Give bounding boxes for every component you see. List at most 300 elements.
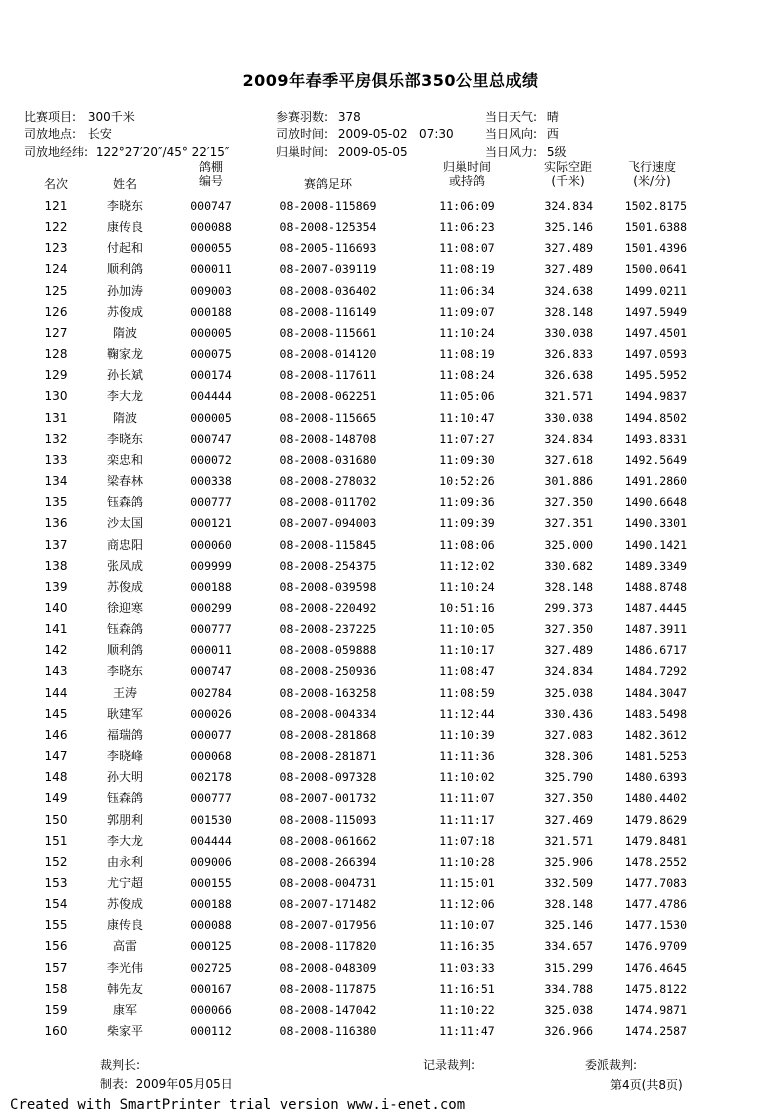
table-row <box>0 535 781 556</box>
ring-number-cell: 08-2008-097328 <box>279 770 377 785</box>
ring-number-cell: 08-2008-220492 <box>279 600 377 615</box>
ring-number-cell: 08-2007-017956 <box>279 918 377 933</box>
distance-cell: 327.489 <box>544 643 593 658</box>
ring-number-cell: 08-2008-250936 <box>279 664 377 679</box>
rank-cell: 121 <box>44 199 68 213</box>
loft-number-cell: 000747 <box>190 199 232 213</box>
table-row <box>0 281 781 302</box>
ring-number-cell: 08-2008-116380 <box>279 1024 377 1039</box>
distance-cell: 327.489 <box>544 262 593 277</box>
loft-number-cell: 000188 <box>190 579 232 594</box>
arrival-time-cell: 11:08:07 <box>439 241 495 256</box>
speed-cell: 1490.6648 <box>624 495 687 510</box>
table-row <box>0 1021 781 1042</box>
weather-label: 当日天气: <box>485 110 538 124</box>
ring-number-cell: 08-2008-011702 <box>279 495 377 510</box>
wind-dir-value: 西 <box>546 127 559 141</box>
speed-cell: 1476.9709 <box>624 939 687 954</box>
rank-cell: 124 <box>44 262 68 277</box>
name-cell: 张凤成 <box>106 558 143 573</box>
wind-dir-info <box>485 125 559 142</box>
distance-cell: 325.906 <box>544 854 593 869</box>
loft-number-cell: 000011 <box>190 643 232 658</box>
speed-cell: 1487.4445 <box>624 600 687 615</box>
table-row <box>0 979 781 1000</box>
rank-cell: 131 <box>44 410 68 425</box>
rank-cell: 150 <box>44 812 68 827</box>
rank-cell: 157 <box>44 960 68 975</box>
loft-number-cell: 000155 <box>190 876 232 890</box>
distance-cell: 324.834 <box>544 199 593 213</box>
rank-cell: 126 <box>44 304 68 319</box>
loft-number-cell: 000747 <box>190 431 232 446</box>
speed-cell: 1483.5498 <box>624 706 687 721</box>
header-speed-line2: (米/分) <box>633 174 671 188</box>
name-cell: 钰森鸽 <box>106 495 143 510</box>
distance-cell: 327.350 <box>544 622 593 637</box>
name-cell: 钰森鸽 <box>106 791 143 806</box>
rank-cell: 158 <box>44 981 68 996</box>
ring-number-cell: 08-2008-148708 <box>279 431 377 446</box>
ring-number-cell: 08-2008-115665 <box>279 410 377 425</box>
loft-number-cell: 000188 <box>190 897 232 912</box>
return-time-info <box>276 143 408 160</box>
results-table <box>0 196 781 1042</box>
speed-cell: 1478.2552 <box>624 854 687 869</box>
arrival-time-cell: 11:16:51 <box>439 981 495 996</box>
speed-cell: 1492.5649 <box>624 452 687 467</box>
distance-cell: 328.148 <box>544 897 593 912</box>
speed-cell: 1491.2860 <box>624 474 687 489</box>
table-row <box>0 725 781 746</box>
distance-cell: 330.436 <box>544 706 593 721</box>
wind-dir-label: 当日风向: <box>485 127 538 141</box>
table-row <box>0 259 781 280</box>
appointed-label: 委派裁判: <box>585 1058 638 1072</box>
header-time-line2: 或持鸽 <box>448 174 485 188</box>
speed-cell: 1484.7292 <box>624 664 687 679</box>
distance-cell: 324.834 <box>544 431 593 446</box>
ring-number-cell: 08-2008-117611 <box>279 368 377 383</box>
arrival-time-cell: 11:10:24 <box>439 325 495 340</box>
distance-cell: 325.790 <box>544 770 593 785</box>
distance-cell: 334.788 <box>544 981 593 996</box>
name-cell: 尤宁超 <box>106 876 143 890</box>
name-cell: 王涛 <box>112 685 137 700</box>
distance-cell: 301.886 <box>544 474 593 489</box>
arrival-time-cell: 11:06:09 <box>439 199 495 213</box>
speed-cell: 1486.6717 <box>624 643 687 658</box>
arrival-time-cell: 11:15:01 <box>439 876 495 890</box>
name-cell: 李大龙 <box>106 389 143 404</box>
name-cell: 柴家平 <box>106 1024 143 1039</box>
arrival-time-cell: 11:09:36 <box>439 495 495 510</box>
ring-number-cell: 08-2008-115093 <box>279 812 377 827</box>
page-number: 第4页(共8页) <box>610 1078 683 1092</box>
coords-label: 司放地经纬: <box>24 145 89 159</box>
rank-cell: 129 <box>44 368 68 383</box>
rank-cell: 154 <box>44 897 68 912</box>
name-cell: 孙长斌 <box>106 368 143 383</box>
ring-number-cell: 08-2008-048309 <box>279 960 377 975</box>
referee-label: 裁判长: <box>100 1058 141 1072</box>
arrival-time-cell: 11:10:24 <box>439 579 495 594</box>
rank-cell: 152 <box>44 854 68 869</box>
ring-number-cell: 08-2007-001732 <box>279 791 377 806</box>
name-cell: 康军 <box>112 1002 137 1017</box>
loft-number-cell: 000299 <box>190 600 232 615</box>
table-row <box>0 238 781 259</box>
name-cell: 鞠家龙 <box>106 347 143 362</box>
wind-force-info <box>485 143 567 160</box>
table-row <box>0 661 781 682</box>
coords-value: 122°27′20″/45° 22′15″ <box>95 145 230 159</box>
name-cell: 隋波 <box>112 325 137 340</box>
distance-cell: 332.509 <box>544 876 593 890</box>
table-row <box>0 492 781 513</box>
distance-cell: 327.618 <box>544 452 593 467</box>
ring-number-cell: 08-2008-031680 <box>279 452 377 467</box>
table-row <box>0 302 781 323</box>
speed-cell: 1500.0641 <box>624 262 687 277</box>
distance-cell: 325.038 <box>544 1002 593 1017</box>
table-row <box>0 894 781 915</box>
distance-cell: 327.350 <box>544 791 593 806</box>
header-name: 姓名 <box>112 177 137 191</box>
arrival-time-cell: 11:09:39 <box>439 516 495 531</box>
rank-cell: 137 <box>44 537 68 552</box>
arrival-time-cell: 11:09:07 <box>439 304 495 319</box>
arrival-time-cell: 10:52:26 <box>439 474 495 489</box>
loft-number-cell: 000125 <box>190 939 232 954</box>
table-row <box>0 936 781 957</box>
loft-number-cell: 000188 <box>190 304 232 319</box>
table-row <box>0 810 781 831</box>
name-cell: 徐迎寒 <box>106 600 143 615</box>
speed-cell: 1494.8502 <box>624 410 687 425</box>
speed-cell: 1476.4645 <box>624 960 687 975</box>
distance-cell: 327.469 <box>544 812 593 827</box>
distance-cell: 327.351 <box>544 516 593 531</box>
arrival-time-cell: 11:06:34 <box>439 283 495 298</box>
distance-cell: 327.350 <box>544 495 593 510</box>
loft-number-cell: 000167 <box>190 981 232 996</box>
rank-cell: 148 <box>44 770 68 785</box>
name-cell: 顺利鸽 <box>106 262 143 277</box>
page-title: 2009年春季平房俱乐部350公里总成绩 <box>242 71 539 90</box>
rank-cell: 144 <box>44 685 68 700</box>
arrival-time-cell: 11:10:47 <box>439 410 495 425</box>
name-cell: 李大龙 <box>106 833 143 848</box>
header-ring: 赛鸽足环 <box>303 177 352 191</box>
loft-number-cell: 000174 <box>190 368 232 383</box>
rank-cell: 156 <box>44 939 68 954</box>
speed-cell: 1497.0593 <box>624 347 687 362</box>
loft-number-cell: 000005 <box>190 410 232 425</box>
table-row <box>0 471 781 492</box>
speed-cell: 1474.2587 <box>624 1024 687 1039</box>
watermark-text: Created with SmartPrinter trial version www.i-enet.com <box>10 1097 466 1113</box>
arrival-time-cell: 11:11:36 <box>439 749 495 764</box>
loft-number-cell: 000112 <box>190 1024 232 1039</box>
speed-cell: 1501.4396 <box>624 241 687 256</box>
rank-cell: 134 <box>44 474 68 489</box>
arrival-time-cell: 11:05:06 <box>439 389 495 404</box>
rank-cell: 130 <box>44 389 68 404</box>
speed-cell: 1474.9871 <box>624 1002 687 1017</box>
arrival-time-cell: 11:10:05 <box>439 622 495 637</box>
speed-cell: 1499.0211 <box>624 283 687 298</box>
speed-cell: 1488.8748 <box>624 579 687 594</box>
table-row <box>0 683 781 704</box>
speed-cell: 1487.3911 <box>624 622 687 637</box>
rank-cell: 155 <box>44 918 68 933</box>
loft-number-cell: 000077 <box>190 727 232 742</box>
arrival-time-cell: 11:08:19 <box>439 262 495 277</box>
arrival-time-cell: 11:10:17 <box>439 643 495 658</box>
header-distance <box>528 160 608 188</box>
name-cell: 高雷 <box>112 939 137 954</box>
arrival-time-cell: 11:12:44 <box>439 706 495 721</box>
ring-number-cell: 08-2007-039119 <box>279 262 377 277</box>
distance-cell: 330.038 <box>544 325 593 340</box>
loft-number-cell: 000005 <box>190 325 232 340</box>
arrival-time-cell: 11:12:06 <box>439 897 495 912</box>
rank-cell: 136 <box>44 516 68 531</box>
ring-number-cell: 08-2008-115661 <box>279 325 377 340</box>
loft-number-cell: 000068 <box>190 749 232 764</box>
distance-cell: 325.146 <box>544 220 593 235</box>
distance-cell: 334.657 <box>544 939 593 954</box>
rank-cell: 123 <box>44 241 68 256</box>
ring-number-cell: 08-2008-281871 <box>279 749 377 764</box>
ring-number-cell: 08-2008-125354 <box>279 220 377 235</box>
speed-cell: 1484.3047 <box>624 685 687 700</box>
rank-cell: 127 <box>44 325 68 340</box>
table-row <box>0 958 781 979</box>
speed-cell: 1475.8122 <box>624 981 687 996</box>
name-cell: 孙加涛 <box>106 283 143 298</box>
arrival-time-cell: 11:08:24 <box>439 368 495 383</box>
name-cell: 栾忠和 <box>106 452 143 467</box>
distance-cell: 315.299 <box>544 960 593 975</box>
release-time-info <box>276 125 454 142</box>
release-place-label: 司放地点: <box>24 127 77 141</box>
rank-cell: 146 <box>44 727 68 742</box>
arrival-time-cell: 11:09:30 <box>439 452 495 467</box>
distance-cell: 325.146 <box>544 918 593 933</box>
arrival-time-cell: 11:16:35 <box>439 939 495 954</box>
loft-number-cell: 000338 <box>190 474 232 489</box>
arrival-time-cell: 11:08:19 <box>439 347 495 362</box>
ring-number-cell: 08-2005-116693 <box>279 241 377 256</box>
header-time <box>427 160 507 188</box>
ring-number-cell: 08-2008-281868 <box>279 727 377 742</box>
loft-number-cell: 002178 <box>190 770 232 785</box>
rank-cell: 140 <box>44 600 68 615</box>
ring-number-cell: 08-2008-115869 <box>279 199 377 213</box>
rank-cell: 125 <box>44 283 68 298</box>
arrival-time-cell: 11:08:06 <box>439 537 495 552</box>
name-cell: 付起和 <box>106 241 143 256</box>
ring-number-cell: 08-2008-062251 <box>279 389 377 404</box>
rank-cell: 138 <box>44 558 68 573</box>
arrival-time-cell: 11:12:02 <box>439 558 495 573</box>
ring-number-cell: 08-2008-254375 <box>279 558 377 573</box>
ring-number-cell: 08-2007-094003 <box>279 516 377 531</box>
arrival-time-cell: 11:11:17 <box>439 812 495 827</box>
ring-number-cell: 08-2008-237225 <box>279 622 377 637</box>
loft-number-cell: 000026 <box>190 706 232 721</box>
name-cell: 苏俊成 <box>106 579 143 594</box>
speed-cell: 1493.8331 <box>624 431 687 446</box>
table-row <box>0 915 781 936</box>
arrival-time-cell: 11:10:39 <box>439 727 495 742</box>
table-row <box>0 598 781 619</box>
ring-number-cell: 08-2008-061662 <box>279 833 377 848</box>
ring-number-cell: 08-2008-266394 <box>279 854 377 869</box>
table-row <box>0 619 781 640</box>
speed-cell: 1490.1421 <box>624 537 687 552</box>
loft-number-cell: 001530 <box>190 812 232 827</box>
rank-cell: 128 <box>44 347 68 362</box>
arrival-time-cell: 11:10:02 <box>439 770 495 785</box>
name-cell: 李晓峰 <box>106 749 143 764</box>
table-row <box>0 640 781 661</box>
speed-cell: 1489.3349 <box>624 558 687 573</box>
loft-number-cell: 000777 <box>190 622 232 637</box>
return-time-label: 归巢时间: <box>276 145 329 159</box>
ring-number-cell: 08-2008-059888 <box>279 643 377 658</box>
speed-cell: 1501.6388 <box>624 220 687 235</box>
name-cell: 李光伟 <box>106 960 143 975</box>
arrival-time-cell: 11:08:47 <box>439 664 495 679</box>
distance-cell: 330.038 <box>544 410 593 425</box>
table-row <box>0 429 781 450</box>
loft-number-cell: 009999 <box>190 558 232 573</box>
name-cell: 顺利鸽 <box>106 643 143 658</box>
rank-cell: 141 <box>44 622 68 637</box>
name-cell: 李晓东 <box>106 199 143 213</box>
coords-info <box>24 143 229 160</box>
name-cell: 李晓东 <box>106 431 143 446</box>
name-cell: 康传良 <box>106 918 143 933</box>
header-loft <box>181 160 241 188</box>
rank-cell: 142 <box>44 643 68 658</box>
speed-cell: 1477.4786 <box>624 897 687 912</box>
header-distance-line2: (千米) <box>551 174 585 188</box>
table-row <box>0 556 781 577</box>
arrival-time-cell: 11:07:27 <box>439 431 495 446</box>
header-time-line1: 归巢时间 <box>442 160 491 174</box>
distance-cell: 327.489 <box>544 241 593 256</box>
rank-cell: 135 <box>44 495 68 510</box>
header-rank: 名次 <box>43 177 68 191</box>
loft-number-cell: 000088 <box>190 220 232 235</box>
rank-cell: 145 <box>44 706 68 721</box>
speed-cell: 1479.8629 <box>624 812 687 827</box>
name-cell: 苏俊成 <box>106 897 143 912</box>
loft-number-cell: 000066 <box>190 1002 232 1017</box>
table-row <box>0 788 781 809</box>
loft-number-cell: 000777 <box>190 495 232 510</box>
ring-number-cell: 08-2008-117820 <box>279 939 377 954</box>
arrival-time-cell: 11:08:59 <box>439 685 495 700</box>
arrival-time-cell: 11:11:47 <box>439 1024 495 1039</box>
distance-cell: 321.571 <box>544 833 593 848</box>
loft-number-cell: 002784 <box>190 685 232 700</box>
ring-number-cell: 08-2008-039598 <box>279 579 377 594</box>
table-row <box>0 704 781 725</box>
arrival-time-cell: 11:10:28 <box>439 854 495 869</box>
rank-cell: 147 <box>44 749 68 764</box>
table-row <box>0 217 781 238</box>
rank-cell: 153 <box>44 876 68 890</box>
loft-number-cell: 000088 <box>190 918 232 933</box>
name-cell: 李晓东 <box>106 664 143 679</box>
name-cell: 韩先友 <box>106 981 143 996</box>
speed-cell: 1497.5949 <box>624 304 687 319</box>
ring-number-cell: 08-2008-036402 <box>279 283 377 298</box>
made-by-date: 制表: 2009年05月05日 <box>100 1077 233 1091</box>
speed-cell: 1482.3612 <box>624 727 687 742</box>
loft-number-cell: 000072 <box>190 452 232 467</box>
speed-cell: 1480.6393 <box>624 770 687 785</box>
distance-cell: 324.638 <box>544 283 593 298</box>
speed-cell: 1477.1530 <box>624 918 687 933</box>
loft-number-cell: 000055 <box>190 241 232 256</box>
table-row <box>0 577 781 598</box>
rank-cell: 149 <box>44 791 68 806</box>
event-label: 比赛项目: <box>24 110 77 124</box>
table-row <box>0 344 781 365</box>
arrival-time-cell: 10:51:16 <box>439 600 495 615</box>
speed-cell: 1477.7083 <box>624 876 687 890</box>
header-loft-line1: 鸽棚 <box>198 160 223 174</box>
speed-cell: 1495.5952 <box>624 368 687 383</box>
distance-cell: 299.373 <box>544 600 593 615</box>
name-cell: 隋波 <box>112 410 137 425</box>
name-cell: 由永利 <box>106 854 143 869</box>
ring-number-cell: 08-2008-004334 <box>279 706 377 721</box>
table-row <box>0 365 781 386</box>
loft-number-cell: 000075 <box>190 347 232 362</box>
distance-cell: 325.038 <box>544 685 593 700</box>
table-row <box>0 767 781 788</box>
event-info <box>24 108 135 125</box>
loft-number-cell: 000747 <box>190 664 232 679</box>
distance-cell: 325.000 <box>544 537 593 552</box>
header-speed <box>612 160 692 188</box>
ring-number-cell: 08-2008-116149 <box>279 304 377 319</box>
loft-number-cell: 002725 <box>190 960 232 975</box>
rank-cell: 139 <box>44 579 68 594</box>
name-cell: 钰森鸽 <box>106 622 143 637</box>
distance-cell: 328.148 <box>544 304 593 319</box>
speed-cell: 1497.4501 <box>624 325 687 340</box>
loft-number-cell: 000011 <box>190 262 232 277</box>
rank-cell: 151 <box>44 833 68 848</box>
speed-cell: 1490.3301 <box>624 516 687 531</box>
loft-number-cell: 000777 <box>190 791 232 806</box>
name-cell: 孙大明 <box>106 770 143 785</box>
loft-number-cell: 009006 <box>190 854 232 869</box>
return-time-value: 2009-05-05 <box>337 145 408 159</box>
distance-cell: 326.966 <box>544 1024 593 1039</box>
table-row <box>0 873 781 894</box>
count-info <box>276 108 361 125</box>
rank-cell: 143 <box>44 664 68 679</box>
